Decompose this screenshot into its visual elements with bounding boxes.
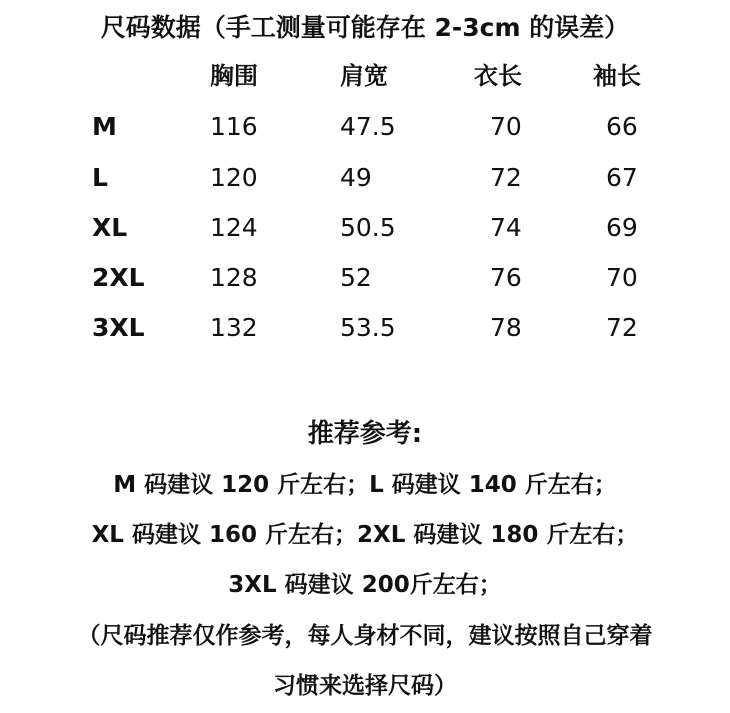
sleeve-value: 72 (606, 313, 638, 342)
header-sleeve: 袖长 (593, 62, 641, 90)
shoulder-value: 49 (340, 163, 372, 192)
page-title: 尺码数据（手工测量可能存在 2-3cm 的误差） (100, 13, 630, 42)
shoulder-value: 50.5 (340, 213, 396, 242)
chest-value: 124 (210, 213, 258, 242)
shoulder-value: 47.5 (340, 112, 396, 141)
recommendation-line: M 码建议 120 斤左右；L 码建议 140 斤左右； (113, 472, 617, 498)
chest-value: 116 (210, 112, 258, 141)
table-row (0, 107, 730, 147)
length-value: 76 (490, 263, 522, 292)
sleeve-value: 66 (606, 112, 638, 141)
table-row (0, 308, 730, 348)
table-row (0, 258, 730, 298)
table-row (0, 158, 730, 198)
header-chest: 胸围 (210, 62, 258, 90)
header-length: 衣长 (474, 62, 522, 90)
recommendation-line: 习惯来选择尺码） (273, 673, 457, 699)
recommendation-line: XL 码建议 160 斤左右；2XL 码建议 180 斤左右； (91, 522, 639, 548)
chest-value: 120 (210, 163, 258, 192)
length-value: 70 (490, 112, 522, 141)
table-header-row (0, 56, 730, 96)
length-value: 72 (490, 163, 522, 192)
length-value: 78 (490, 313, 522, 342)
size-label: M (92, 112, 117, 141)
chest-value: 128 (210, 263, 258, 292)
size-label: 3XL (92, 313, 145, 342)
size-label: 2XL (92, 263, 145, 292)
recommendation-line: 3XL 码建议 200斤左右； (228, 572, 502, 598)
table-row (0, 208, 730, 248)
sleeve-value: 70 (606, 263, 638, 292)
sleeve-value: 69 (606, 213, 638, 242)
shoulder-value: 52 (340, 263, 372, 292)
size-label: XL (92, 213, 128, 242)
recommendation-title: 推荐参考: (307, 419, 423, 449)
sleeve-value: 67 (606, 163, 638, 192)
header-shoulder: 肩宽 (340, 62, 388, 90)
size-label: L (92, 163, 108, 192)
chest-value: 132 (210, 313, 258, 342)
length-value: 74 (490, 213, 522, 242)
recommendation-line: （尺码推荐仅作参考，每人身材不同，建议按照自己穿着 (77, 623, 653, 649)
shoulder-value: 53.5 (340, 313, 396, 342)
